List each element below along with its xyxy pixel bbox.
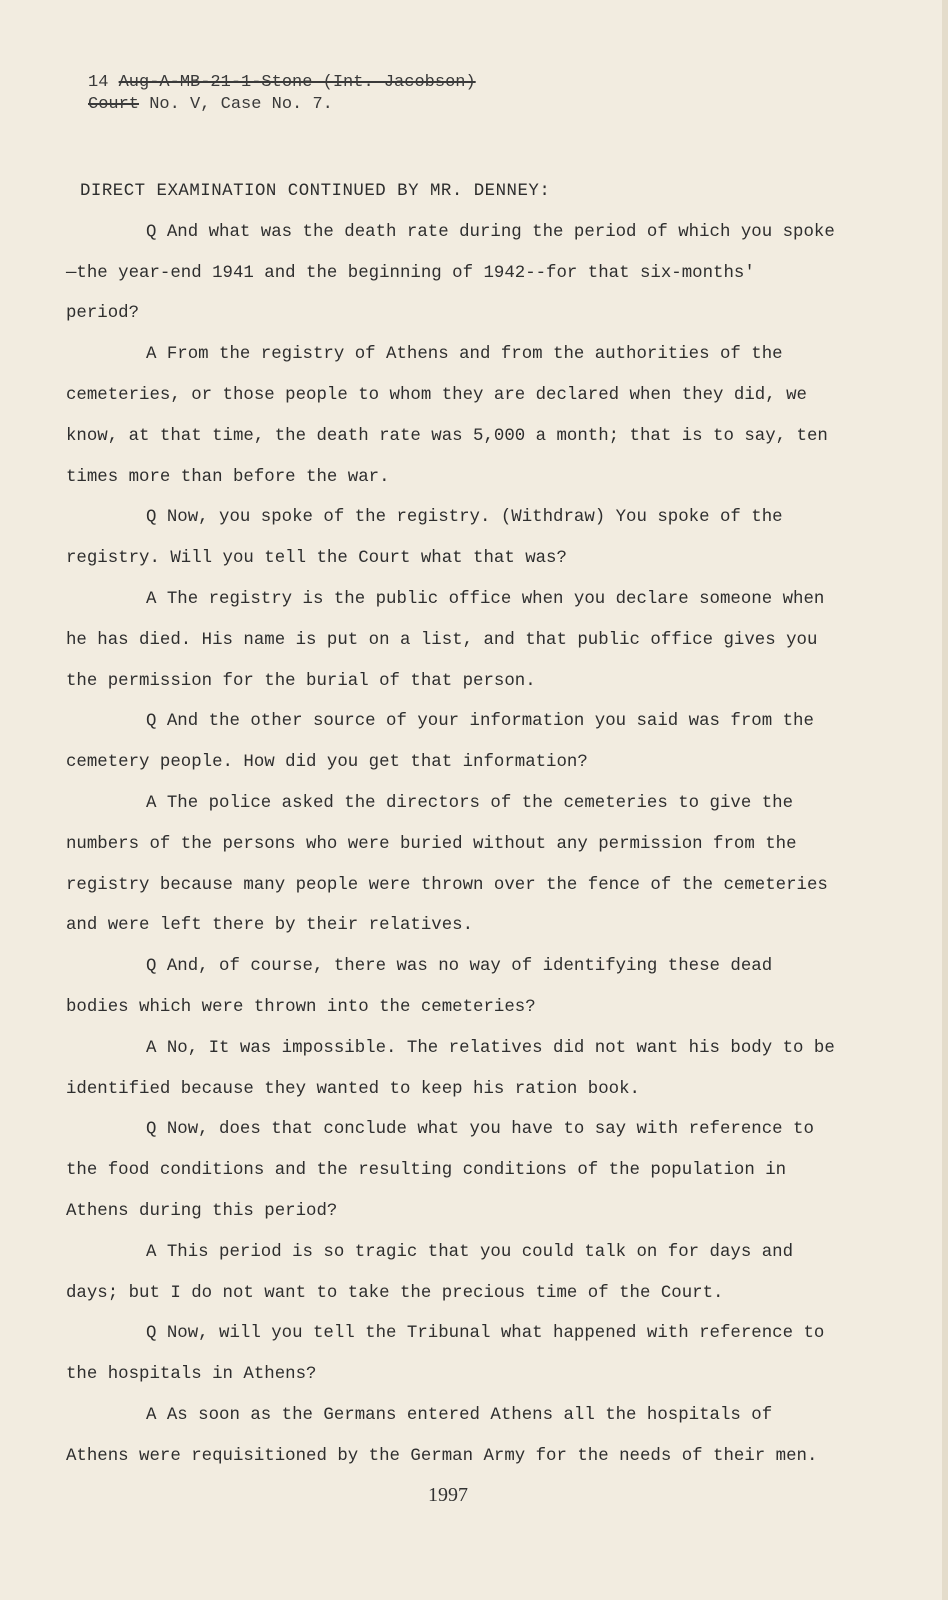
page-header — [88, 72, 476, 116]
page-number: 1997 — [428, 1484, 468, 1506]
examination-heading: DIRECT EXAMINATION CONTINUED BY MR. DENNEY: — [80, 182, 551, 201]
transcript-paragraph: A No, It was impossible. The relatives did not want his body to be identified because they wanted to keep his ration book. — [66, 1038, 835, 1099]
header-date: 14 — [88, 73, 119, 92]
transcript-paragraph: A This period is so tragic that you could talk on for days and days; but I do not want to take the precious time of the Court. — [66, 1242, 794, 1303]
transcript-paragraph: Q And the other source of your information you said was from the cemetery people. How did you get that information? — [66, 712, 814, 773]
transcript-body — [66, 172, 836, 1478]
transcript-paragraph: Q Now, will you tell the Tribunal what happened with reference to the hospitals in Athens? — [66, 1324, 825, 1385]
transcript-paragraph: Q And what was the death rate during the period of which you spoke—the year-end 1941 and the beginning of 1942--for that six-months' period? — [66, 222, 835, 324]
transcript-paragraph: A From the registry of Athens and from the authorities of the cemeteries, or those people to whom they are declared when they did, we know, at that time, the death rate was 5,000 a month; that is to say, ten times more than before the war. — [66, 345, 828, 487]
transcript-paragraph: Q Now, does that conclude what you have to say with reference to the food conditions and the resulting conditions of the population in Athens during this period? — [66, 1120, 814, 1221]
transcript-paragraph: Q And, of course, there was no way of identifying these dead bodies which were thrown into the cemeteries? — [66, 957, 773, 1017]
transcript-paragraph: A The registry is the public office when you declare someone when he has died. His name is put on a list, and that public office gives you the permission for the burial of that person. — [66, 589, 825, 691]
page-edge — [942, 0, 948, 1600]
header-struck-text: Aug-A-MB-21-1-Stone (Int. Jacobson) — [118, 73, 476, 92]
transcript-paragraph: A The police asked the directors of the cemeteries to give the numbers of the persons who were buried without any permission from the registry because many people were thrown over the fence of the cemeteries and were left there by their relatives. — [66, 793, 828, 936]
header-line-1 — [88, 72, 476, 94]
transcript-paragraph: Q Now, you spoke of the registry. (Withdraw) You spoke of the registry. Will you tell the Court what that was? — [66, 508, 783, 569]
header-line-2 — [88, 94, 476, 116]
header-court-struck: Court — [88, 95, 140, 114]
header-case-text: No. V, Case No. 7. — [139, 95, 333, 114]
transcript-paragraph: A As soon as the Germans entered Athens all the hospitals of Athens were requisitioned by the German Army for the needs of their men. — [66, 1405, 818, 1466]
